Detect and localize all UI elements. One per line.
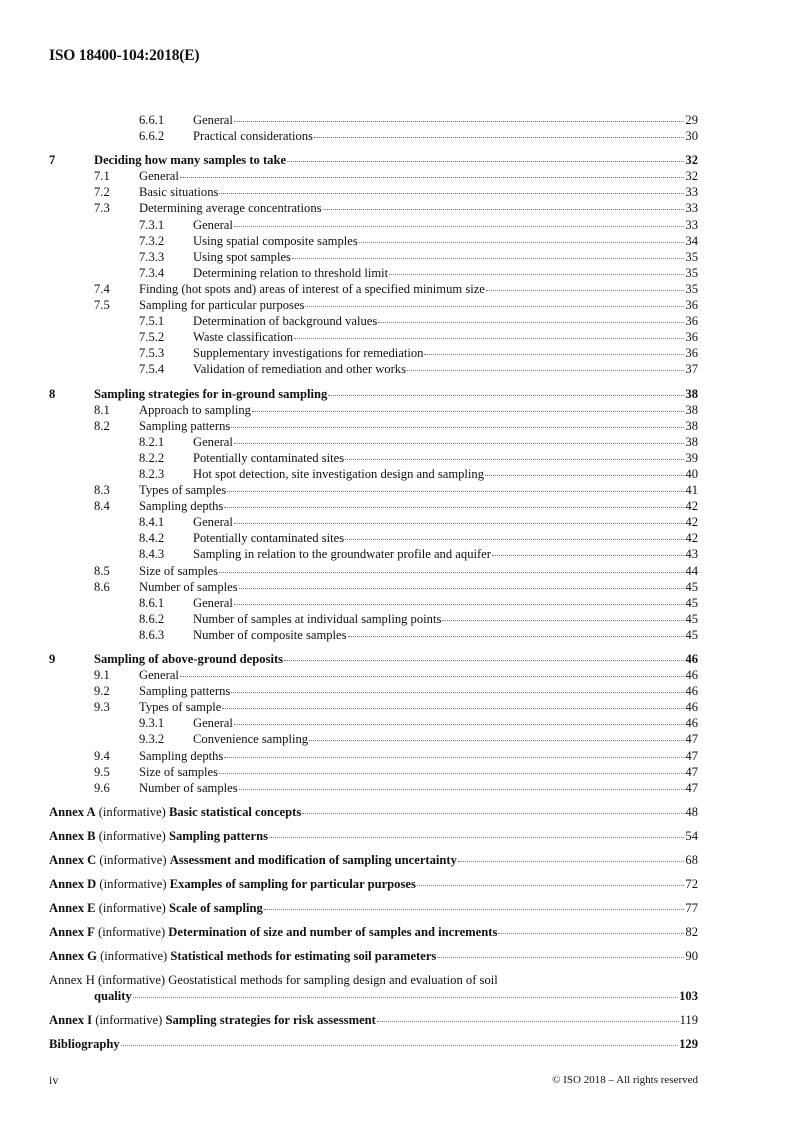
dot-leader — [231, 427, 684, 428]
dot-leader — [234, 523, 685, 524]
toc-entry[interactable] — [49, 329, 698, 345]
dot-leader — [219, 193, 684, 194]
toc-entry[interactable] — [49, 281, 698, 297]
section-number: 6.6.1 — [139, 113, 165, 127]
dot-leader — [252, 411, 684, 412]
page-ref: 77 — [685, 900, 698, 915]
annex-heading — [49, 828, 268, 844]
annex-title: Examples of sampling for particular purposes — [169, 876, 416, 891]
toc-entry[interactable] — [49, 345, 698, 361]
page-ref: 30 — [685, 129, 698, 144]
dot-leader — [284, 660, 684, 661]
section-number: 8.2 — [94, 418, 110, 433]
section-title: Potentially contaminated sites — [193, 531, 345, 546]
dot-leader — [219, 572, 684, 573]
toc-entry-annex[interactable] — [49, 852, 698, 868]
page-ref: 32 — [685, 169, 698, 184]
dot-leader — [323, 209, 685, 210]
section-title: Validation of remediation and other works — [193, 362, 406, 377]
dot-leader — [292, 258, 684, 259]
dot-leader — [133, 997, 678, 998]
page-ref: 42 — [685, 531, 698, 546]
section-title: General — [193, 716, 233, 731]
annex-type: (informative) — [98, 828, 166, 843]
section-number: 9.6 — [94, 780, 110, 795]
page-ref: 36 — [685, 330, 698, 345]
dot-leader — [239, 588, 685, 589]
toc-entry[interactable] — [49, 546, 698, 562]
annex-label: Annex H — [49, 972, 95, 987]
page-ref: 46 — [685, 716, 698, 731]
section-number: 7.3 — [94, 201, 110, 216]
section-title: Hot spot detection, site investigation design and sampling — [193, 466, 485, 481]
annex-heading — [49, 900, 263, 916]
toc-entry[interactable] — [49, 233, 698, 249]
toc-entry-annex[interactable] — [49, 804, 698, 820]
section-title: Potentially contaminated sites — [193, 450, 345, 465]
section-title: Types of sample — [139, 700, 222, 715]
toc-entry[interactable] — [49, 249, 698, 265]
toc-entry[interactable] — [49, 434, 698, 450]
section-number: 8.4.1 — [139, 515, 165, 530]
section-title: General — [193, 595, 233, 610]
page-ref: 38 — [685, 418, 698, 433]
section-number: 6.6.2 — [139, 129, 165, 144]
toc-entry[interactable] — [49, 361, 698, 377]
dot-leader — [485, 475, 684, 476]
section-number: 8.3 — [94, 483, 110, 498]
page-ref: 42 — [685, 499, 698, 514]
section-title: Deciding how many samples to take — [94, 153, 287, 168]
page-ref: 38 — [685, 386, 698, 401]
toc-entry[interactable] — [49, 112, 698, 128]
page-ref: 33 — [685, 201, 698, 216]
dot-leader — [305, 306, 684, 307]
page-ref: 32 — [685, 153, 698, 168]
section-title: Sampling for particular purposes — [139, 298, 305, 313]
dot-leader — [219, 773, 684, 774]
section-title: Number of samples at individual sampling points — [193, 611, 442, 626]
toc-entry[interactable] — [49, 168, 698, 184]
section-number: 8.2.2 — [139, 450, 165, 465]
dot-leader — [234, 443, 685, 444]
page-ref: 45 — [685, 611, 698, 626]
annex-label: Annex F — [49, 924, 95, 939]
toc-entry-bibliography[interactable] — [49, 1036, 698, 1052]
page-ref: 72 — [685, 876, 698, 891]
dot-leader — [486, 290, 685, 291]
page-ref: 35 — [685, 265, 698, 280]
annex-type: (informative) — [98, 924, 166, 939]
annex-heading — [49, 948, 436, 964]
dot-leader — [359, 242, 685, 243]
section-title: General — [139, 169, 179, 184]
toc-entry[interactable] — [49, 200, 698, 216]
page-ref: 46 — [685, 652, 698, 666]
annex-label: Annex E — [49, 900, 96, 915]
dot-leader — [302, 813, 684, 814]
annex-label: Annex B — [49, 828, 96, 843]
dot-leader — [437, 957, 684, 958]
toc-entry[interactable] — [49, 450, 698, 466]
page-ref: 46 — [685, 684, 698, 699]
toc-entry[interactable] — [49, 595, 698, 611]
dot-leader — [287, 161, 684, 162]
section-title: Practical considerations — [193, 129, 313, 144]
section-number: 8.6 — [94, 579, 110, 594]
page-ref: 33 — [685, 217, 698, 232]
page-ref: 43 — [685, 547, 698, 562]
section-title: General — [139, 668, 179, 683]
page-ref: 45 — [685, 579, 698, 594]
section-number: 8.6.3 — [139, 627, 165, 642]
section-number: 7.4 — [94, 281, 110, 296]
section-title: Supplementary investigations for remediation — [193, 346, 424, 361]
toc-entry[interactable] — [49, 297, 698, 313]
page-ref: 29 — [685, 113, 698, 127]
dot-leader — [180, 177, 685, 178]
toc-entry[interactable] — [49, 514, 698, 530]
annex-type: (informative) — [98, 804, 166, 819]
page-number: iv — [49, 1073, 59, 1087]
section-title: General — [193, 113, 233, 127]
annex-type: (informative) — [97, 972, 166, 987]
section-title: Sampling depths — [139, 499, 224, 514]
dot-leader — [378, 322, 684, 323]
annex-title: Sampling patterns — [169, 828, 269, 843]
dot-leader — [234, 604, 685, 605]
section-title: Finding (hot spots and) areas of interest of a specified minimum size — [139, 281, 485, 296]
section-title: Size of samples — [139, 563, 219, 578]
page-ref: 48 — [685, 804, 698, 819]
page-ref: 36 — [685, 298, 698, 313]
section-number: 9.3.2 — [139, 732, 165, 747]
dot-leader — [224, 507, 684, 508]
section-number: 9.1 — [94, 668, 110, 683]
section-number: 7.5.3 — [139, 346, 165, 361]
annex-label: Annex D — [49, 876, 97, 891]
section-number: 7.3.4 — [139, 265, 165, 280]
annex-type: (informative) — [99, 852, 167, 867]
toc-entry[interactable] — [49, 715, 698, 731]
annex-title: Statistical methods for estimating soil parameters — [170, 948, 437, 963]
dot-leader — [227, 491, 684, 492]
section-title: Number of samples — [139, 579, 238, 594]
dot-leader — [345, 459, 684, 460]
dot-leader — [328, 395, 684, 396]
page-ref: 35 — [685, 249, 698, 264]
document-id-header: ISO 18400-104:2018(E) — [49, 47, 200, 64]
section-title: Sampling patterns — [139, 418, 231, 433]
bibliography-title: Bibliography — [49, 1036, 120, 1051]
section-number: 7 — [49, 153, 56, 168]
annex-title-cont: quality — [94, 988, 132, 1003]
annex-title: Basic statistical concepts — [169, 804, 302, 819]
toc-entry[interactable] — [49, 217, 698, 233]
section-number: 8.4.3 — [139, 547, 165, 562]
toc-entry[interactable] — [49, 699, 698, 715]
toc-entry-annex[interactable] — [49, 924, 698, 940]
section-title: General — [193, 217, 233, 232]
annex-label: Annex C — [49, 852, 97, 867]
page-ref: 45 — [685, 627, 698, 642]
page-ref: 47 — [685, 764, 698, 779]
section-number: 8.2.3 — [139, 466, 165, 481]
toc-entry[interactable] — [49, 579, 698, 595]
section-number: 7.3.3 — [139, 249, 165, 264]
dot-leader — [377, 1021, 679, 1022]
toc-entry-annex[interactable] — [49, 1012, 698, 1028]
page-ref: 42 — [685, 515, 698, 530]
section-number: 9.4 — [94, 748, 110, 763]
page-ref: 47 — [685, 780, 698, 795]
section-number: 8.2.1 — [139, 434, 165, 449]
dot-leader — [498, 933, 684, 934]
dot-leader — [231, 692, 684, 693]
toc-entry[interactable] — [49, 313, 698, 329]
section-number: 8.4.2 — [139, 531, 165, 546]
dot-leader — [348, 636, 685, 637]
page-ref: 39 — [685, 450, 698, 465]
toc-entry[interactable] — [49, 764, 698, 780]
section-title: Sampling patterns — [139, 684, 231, 699]
dot-leader — [407, 370, 684, 371]
section-title: Basic situations — [139, 185, 219, 200]
toc-entry[interactable] — [49, 780, 698, 796]
annex-type: (informative) — [100, 948, 168, 963]
section-title: Types of samples — [139, 483, 227, 498]
section-number: 8.6.1 — [139, 595, 165, 610]
toc-entry[interactable] — [49, 563, 698, 579]
toc-entry[interactable] — [49, 731, 698, 747]
annex-title: Scale of sampling — [169, 900, 263, 915]
page-ref: 119 — [679, 1012, 698, 1027]
section-number: 8.4 — [94, 499, 110, 514]
toc-entry[interactable] — [49, 128, 698, 144]
toc-entry[interactable] — [49, 418, 698, 434]
section-number: 7.5 — [94, 298, 110, 313]
dot-leader — [417, 885, 685, 886]
toc-entry[interactable] — [49, 627, 698, 643]
section-title: Sampling depths — [139, 748, 224, 763]
page-ref: 40 — [685, 466, 698, 481]
section-title: Size of samples — [139, 764, 219, 779]
section-title: Convenience sampling — [193, 732, 309, 747]
toc-entry[interactable] — [49, 651, 698, 667]
toc-entry[interactable] — [49, 611, 698, 627]
section-title: Sampling in relation to the groundwater profile and aquifer — [193, 547, 491, 562]
dot-leader — [224, 757, 684, 758]
annex-label: Annex A — [49, 804, 96, 819]
dot-leader — [314, 137, 684, 138]
toc-entry-annex[interactable] — [49, 828, 698, 844]
toc-entry-annex[interactable] — [49, 876, 698, 892]
section-number: 8.6.2 — [139, 611, 165, 626]
dot-leader — [264, 909, 685, 910]
section-title: Determining average concentrations — [139, 201, 322, 216]
toc-entry[interactable] — [49, 466, 698, 482]
dot-leader — [389, 274, 684, 275]
dot-leader — [269, 837, 684, 838]
page-ref: 44 — [685, 563, 698, 578]
section-number: 9 — [49, 652, 56, 666]
toc-entry[interactable] — [49, 482, 698, 498]
section-number: 7.2 — [94, 185, 110, 200]
page-ref: 37 — [685, 362, 698, 377]
section-title: Using spot samples — [193, 249, 291, 264]
toc-entry[interactable] — [49, 184, 698, 200]
section-number: 7.5.2 — [139, 330, 165, 345]
page-ref: 36 — [685, 314, 698, 329]
page-ref: 34 — [685, 233, 698, 248]
section-number: 9.3.1 — [139, 716, 165, 731]
annex-heading — [49, 924, 497, 940]
page-ref: 90 — [685, 948, 698, 963]
annex-type: (informative) — [95, 1012, 163, 1027]
toc-entry[interactable] — [49, 402, 698, 418]
dot-leader — [294, 338, 684, 339]
dot-leader — [442, 620, 684, 621]
annex-label: Annex I — [49, 1012, 93, 1027]
section-title: Approach to sampling — [139, 402, 251, 417]
section-number: 7.5.4 — [139, 362, 165, 377]
dot-leader — [222, 708, 684, 709]
page-ref: 38 — [685, 434, 698, 449]
page-ref: 47 — [685, 748, 698, 763]
page-ref: 46 — [685, 700, 698, 715]
section-number: 9.5 — [94, 764, 110, 779]
annex-title: Sampling strategies for risk assessment — [165, 1012, 376, 1027]
dot-leader — [234, 121, 685, 122]
page-ref: 68 — [685, 852, 698, 867]
section-title: Number of composite samples — [193, 627, 347, 642]
annex-heading — [49, 1012, 376, 1028]
toc-entry[interactable] — [49, 265, 698, 281]
section-title: Sampling of above-ground deposits — [94, 652, 284, 666]
section-title: Waste classification — [193, 330, 294, 345]
page-ref: 46 — [685, 668, 698, 683]
section-title: Determination of background values — [193, 314, 378, 329]
annex-title: Determination of size and number of samples and increments — [168, 924, 498, 939]
annex-title: Assessment and modification of sampling uncertainty — [169, 852, 457, 867]
toc-entry-annex[interactable] — [49, 948, 698, 964]
annex-title: Geostatistical methods for sampling design and evaluation of soil — [168, 972, 498, 987]
section-number: 9.3 — [94, 700, 110, 715]
toc-entry[interactable] — [49, 152, 698, 168]
annex-heading — [49, 876, 416, 892]
dot-leader — [121, 1045, 678, 1046]
toc-entry[interactable] — [49, 683, 698, 699]
annex-heading — [49, 852, 457, 868]
toc-entry[interactable] — [49, 667, 698, 683]
section-number: 8 — [49, 386, 56, 401]
annex-type: (informative) — [98, 900, 166, 915]
page-ref: 82 — [685, 924, 698, 939]
section-title: Using spatial composite samples — [193, 233, 358, 248]
page-ref: 103 — [679, 988, 698, 1003]
section-number: 7.3.1 — [139, 217, 165, 232]
dot-leader — [180, 676, 685, 677]
page-ref: 54 — [685, 828, 698, 843]
dot-leader — [424, 354, 684, 355]
section-title: Number of samples — [139, 780, 238, 795]
dot-leader — [492, 555, 684, 556]
annex-label: Annex G — [49, 948, 97, 963]
annex-heading — [49, 972, 698, 988]
section-number: 7.3.2 — [139, 233, 165, 248]
toc-entry-annex[interactable] — [49, 972, 698, 1004]
section-title: General — [193, 515, 233, 530]
page-ref: 45 — [685, 595, 698, 610]
page-ref: 129 — [679, 1036, 698, 1051]
toc-entry[interactable] — [49, 748, 698, 764]
dot-leader — [458, 861, 684, 862]
dot-leader — [309, 740, 684, 741]
dot-leader — [234, 226, 685, 227]
section-number: 8.5 — [94, 563, 110, 578]
page-ref: 33 — [685, 185, 698, 200]
table-of-contents — [49, 112, 698, 1052]
toc-entry-annex[interactable] — [49, 900, 698, 916]
copyright-notice: © ISO 2018 – All rights reserved — [552, 1074, 698, 1086]
page-ref: 35 — [685, 281, 698, 296]
section-title: Determining relation to threshold limit — [193, 265, 389, 280]
page-ref: 47 — [685, 732, 698, 747]
annex-type: (informative) — [99, 876, 167, 891]
section-number: 9.2 — [94, 684, 110, 699]
toc-entry[interactable] — [49, 498, 698, 514]
annex-continuation — [49, 988, 698, 1004]
dot-leader — [345, 539, 684, 540]
section-number: 8.1 — [94, 402, 110, 417]
dot-leader — [234, 724, 685, 725]
section-title: General — [193, 434, 233, 449]
dot-leader — [239, 789, 685, 790]
page-ref: 41 — [685, 483, 698, 498]
section-number: 7.5.1 — [139, 314, 165, 329]
annex-heading — [49, 804, 301, 820]
section-title: Sampling strategies for in-ground sampling — [94, 386, 328, 401]
toc-entry[interactable] — [49, 530, 698, 546]
section-number: 7.1 — [94, 169, 110, 184]
page-ref: 36 — [685, 346, 698, 361]
page-ref: 38 — [685, 402, 698, 417]
toc-entry[interactable] — [49, 386, 698, 402]
